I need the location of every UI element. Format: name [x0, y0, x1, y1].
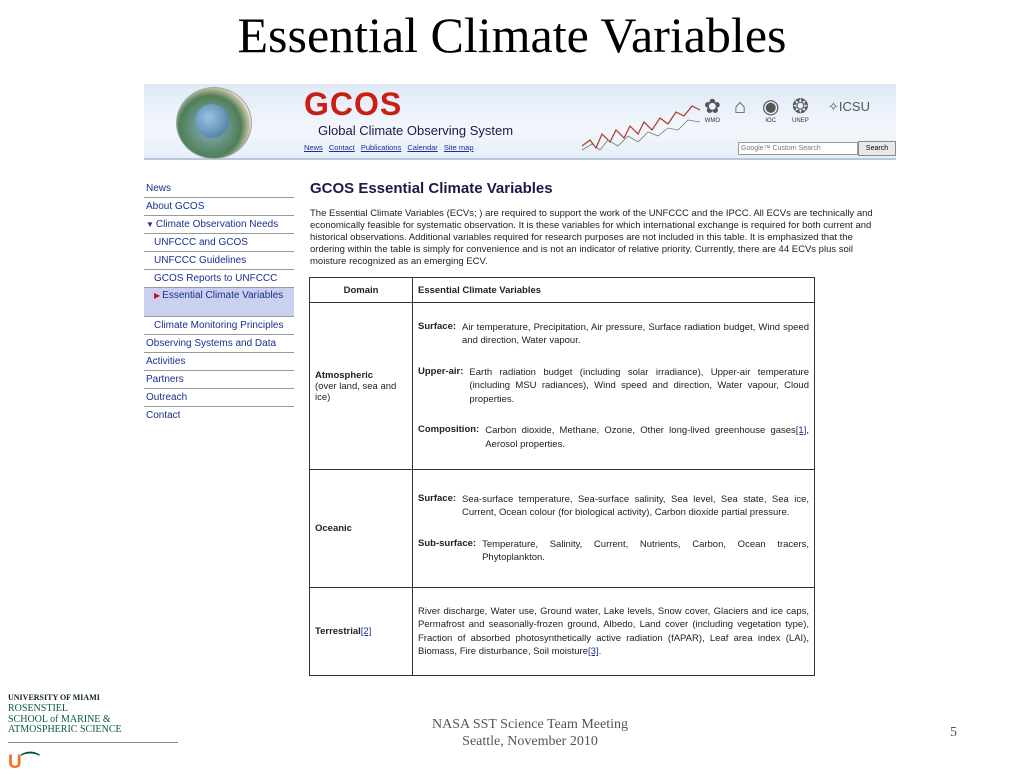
top-link-calendar[interactable]: Calendar	[407, 143, 438, 152]
top-links	[304, 143, 478, 152]
unep-logo: ❂ UNEP	[792, 96, 809, 124]
ecv-table	[309, 277, 815, 676]
table-row	[310, 303, 815, 470]
header-domain: Domain	[310, 278, 413, 303]
gcos-screenshot	[144, 84, 896, 682]
sidebar-item-observing-systems[interactable]: Observing Systems and Data	[144, 335, 294, 353]
footer-divider	[8, 742, 178, 743]
expanded-triangle-icon: ▼	[146, 220, 154, 229]
sidebar-item-unfccc-guidelines[interactable]: UNFCCC Guidelines	[144, 252, 294, 270]
main-content	[310, 180, 884, 268]
site-banner	[144, 84, 896, 160]
header-ecv: Essential Climate Variables	[413, 278, 815, 303]
table-row	[310, 588, 815, 676]
site-brand: GCOS	[304, 86, 403, 122]
intro-paragraph: The Essential Climate Variables (ECVs; ) are required to support the work of the UNFCCC and the IPCC. All ECVs are technically and economically feasible for systematic observation. It is these variables for which international exchange is required for both current and historical observations. Additional variables required for research purposes are not included in this table. It is emphasized that the ordering within the table is simply for convenience and is not an indicator of relative priority. Currently, there are 44 ECVs plus soil moisture recognized as an emerging ECV.	[310, 208, 873, 267]
slide-footer	[380, 716, 680, 750]
domain-name: Oceanic	[315, 523, 352, 534]
search-input[interactable]: Google™ Custom Search	[738, 142, 858, 155]
group-text: Carbon dioxide, Methane, Ozone, Other long-lived greenhouse gases[1], Aerosol properties.	[485, 425, 809, 450]
unesco-logo: ⌂	[734, 96, 747, 118]
school-name: ROSENSTIEL SCHOOL of MARINE & ATMOSPHERIC SCIENCE	[8, 703, 122, 735]
climate-graph-icon	[582, 104, 702, 154]
variables-cell	[413, 303, 815, 470]
top-link-contact[interactable]: Contact	[328, 143, 355, 152]
group-text: Sea-surface temperature, Sea-surface salinity, Sea level, Sea state, Sea ice, Current, Ocean colour (for biological activity), Carbon dioxide partial pressure.	[462, 493, 809, 518]
search-button[interactable]: Search	[858, 141, 896, 156]
sidebar-item-contact[interactable]: Contact	[146, 410, 181, 421]
footnote-link[interactable]: [1]	[795, 425, 807, 437]
sidebar-item-climate-monitoring-principles[interactable]: Climate Monitoring Principles	[144, 317, 294, 335]
group-label: Composition:	[418, 424, 480, 436]
group-label: Surface:	[418, 320, 457, 332]
top-link-site-map[interactable]: Site map	[443, 143, 474, 152]
footer-line-2: Seattle, November 2010	[462, 734, 598, 749]
domain-cell	[310, 470, 413, 588]
sidebar-item-label: Climate Observation Needs	[155, 219, 279, 230]
slide-title: Essential Climate Variables	[237, 7, 787, 63]
footer-line-1: NASA SST Science Team Meeting	[431, 717, 629, 732]
group-label: Upper-air:	[418, 365, 464, 377]
ioc-logo: ◉ IOC	[762, 96, 780, 124]
group-text: Air temperature, Precipitation, Air pressure, Surface radiation budget, Wind speed and direction, Water vapour.	[462, 321, 809, 347]
footnote-link[interactable]: [2]	[360, 626, 372, 637]
sidebar-item-unfccc-and-gcos[interactable]: UNFCCC and GCOS	[144, 234, 294, 252]
gcos-globe-logo	[176, 87, 252, 159]
variables-cell	[413, 588, 815, 676]
sidebar-item-essential-climate-variables[interactable]	[144, 288, 294, 317]
domain-detail: (over land, sea and ice)	[315, 380, 397, 403]
wmo-logo: ✿ WMO	[704, 96, 721, 124]
sidebar-item-about-gcos[interactable]: About GCOS	[144, 198, 294, 216]
sidebar-nav	[144, 180, 294, 424]
university-logo	[8, 693, 178, 774]
sidebar-item-label: Essential Climate Variables	[162, 290, 284, 301]
site-brand-subtitle: Global Climate Observing System	[318, 123, 514, 138]
variables-cell	[413, 470, 815, 588]
page-number: 5	[950, 725, 957, 740]
u-logo-icon: U⌒	[8, 751, 39, 773]
domain-cell	[310, 303, 413, 470]
page-heading: GCOS Essential Climate Variables	[310, 180, 553, 197]
sidebar-item-climate-observation-needs[interactable]	[144, 216, 294, 234]
footnote-link[interactable]: [3]	[588, 646, 599, 657]
domain-name: Atmospheric	[315, 369, 374, 381]
university-name: UNIVERSITY OF MIAMI	[8, 693, 100, 702]
group-text: Temperature, Salinity, Current, Nutrients, Carbon, Ocean tracers, Phytoplankton.	[482, 538, 809, 563]
icsu-logo: ✧ICSU	[828, 99, 870, 114]
domain-name: Terrestrial[2]	[315, 626, 372, 637]
top-link-news[interactable]: News	[304, 143, 323, 152]
sidebar-item-gcos-reports[interactable]: GCOS Reports to UNFCCC	[144, 270, 294, 288]
table-row	[310, 470, 815, 588]
sidebar-item-activities[interactable]: Activities	[144, 353, 294, 371]
group-label: Surface:	[418, 492, 457, 504]
sidebar-item-outreach[interactable]: Outreach	[144, 389, 294, 407]
group-text: River discharge, Water use, Ground water, Lake levels, Snow cover, Glaciers and ice caps, Permafrost and seasonally-frozen ground, Albedo, Land cover (including vegetation type), Fraction of absorbed photosynthetically active radiation (fAPAR), Leaf area index (LAI), Biomass, Fire disturbance, Soil moisture[3].	[418, 605, 809, 657]
group-label: Sub-surface:	[418, 537, 477, 549]
group-text: Earth radiation budget (including solar irradiance), Upper-air temperature (including MSU radiances), Wind speed and direction, Water vapour, Cloud properties.	[469, 366, 809, 405]
table-header-row	[310, 278, 815, 303]
current-arrow-icon: ▶	[154, 291, 161, 300]
sidebar-item-news[interactable]: News	[144, 180, 294, 198]
domain-cell	[310, 588, 413, 676]
sidebar-item-partners[interactable]: Partners	[144, 371, 294, 389]
top-link-publications[interactable]: Publications	[360, 143, 402, 152]
